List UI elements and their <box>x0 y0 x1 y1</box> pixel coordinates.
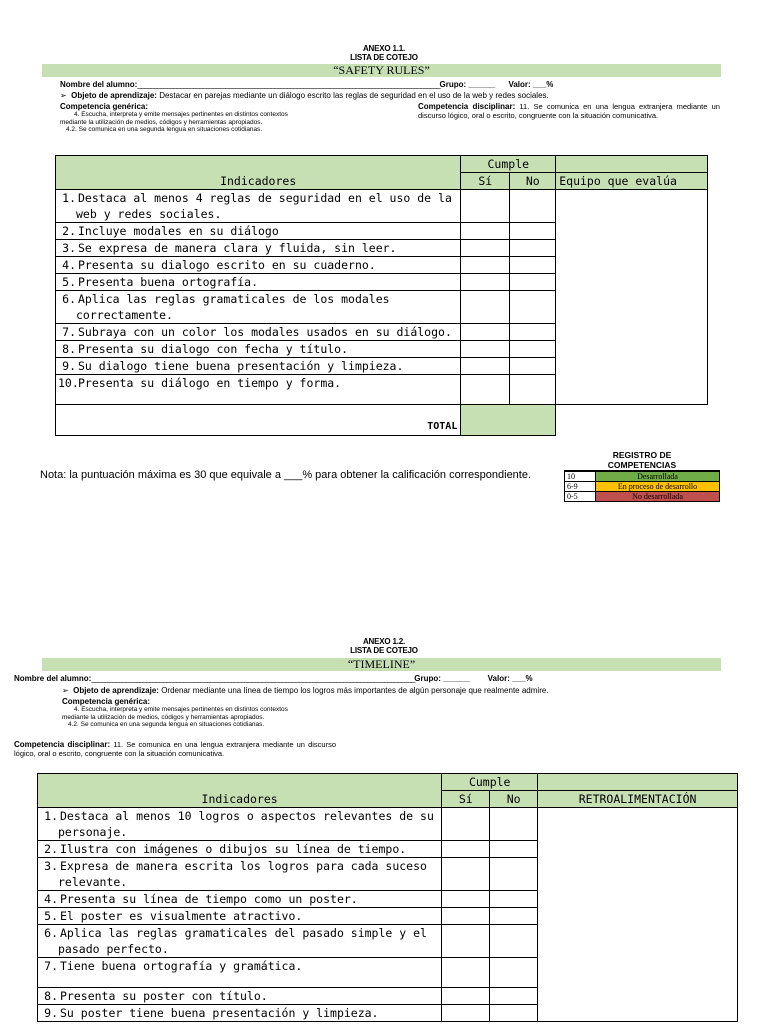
no-cell[interactable] <box>510 257 556 274</box>
indicador-number: 3. <box>44 859 58 873</box>
indicador-cell <box>56 324 461 341</box>
indicador-number: 6. <box>44 926 58 940</box>
objeto-row-1 <box>60 91 760 100</box>
indicador-number: 7. <box>62 325 76 339</box>
registro-label: En proceso de desarrollo <box>596 482 720 492</box>
lista-de-cotejo-1: LISTA DE COTEJO <box>350 53 418 62</box>
indicador-cell <box>56 358 461 375</box>
indicador-number: 10. <box>58 376 79 390</box>
comp-dis-label: Competencia disciplinar: <box>14 740 111 749</box>
indicador-number: 9. <box>44 1006 58 1020</box>
title-safety-rules: “SAFETY RULES” <box>333 63 430 77</box>
indicador-text: Expresa de manera escrita los logros para cada suceso relevante. <box>58 859 427 889</box>
indicador-text: Aplica las reglas gramaticales de los modales correctamente. <box>76 292 390 322</box>
comp-gen-line-1: 4. Escucha, interpreta y emite mensajes pertinentes en distintos contextos <box>74 706 288 713</box>
indicador-text: Presenta su poster con título. <box>60 989 268 1003</box>
no-cell[interactable] <box>490 925 538 958</box>
no-cell[interactable] <box>490 841 538 858</box>
competencia-generica-2 <box>62 697 382 729</box>
no-cell[interactable] <box>510 190 556 223</box>
no-cell[interactable] <box>490 858 538 891</box>
arrow-bullet-icon: ➢ <box>62 686 69 695</box>
no-cell[interactable] <box>510 223 556 240</box>
si-cell[interactable] <box>461 375 510 405</box>
comp-dis-label: Competencia disciplinar: <box>418 102 516 111</box>
comp-gen-label: Competencia genérica: <box>62 697 151 706</box>
evaluation-cell[interactable] <box>556 190 708 405</box>
no-cell[interactable] <box>490 958 538 988</box>
indicador-number: 7. <box>44 959 58 973</box>
nombre-label: Nombre del alumno: <box>14 674 92 683</box>
si-cell[interactable] <box>442 891 490 908</box>
title-timeline: “TIMELINE” <box>347 657 416 671</box>
indicador-text: Subraya con un color los modales usados en su diálogo. <box>78 325 452 339</box>
header-si: Sí <box>461 173 510 190</box>
indicador-cell <box>38 858 442 891</box>
no-cell[interactable] <box>510 274 556 291</box>
si-cell[interactable] <box>442 841 490 858</box>
indicador-text: Presenta su dialogo con fecha y título. <box>78 342 349 356</box>
header-si: Sí <box>442 791 490 808</box>
registro-title-1: REGISTRO DE <box>612 450 672 460</box>
si-cell[interactable] <box>442 858 490 891</box>
registro-table <box>564 471 720 502</box>
registro-range: 10 <box>565 472 596 482</box>
header-no: No <box>490 791 538 808</box>
indicador-number: 8. <box>62 342 76 356</box>
si-cell[interactable] <box>461 240 510 257</box>
nombre-line[interactable]: _______________________________________________________________________________________________ <box>91 674 415 683</box>
no-cell[interactable] <box>490 808 538 841</box>
header-retro: RETROALIMENTACIÓN <box>538 791 738 808</box>
indicador-number: 2. <box>44 842 58 856</box>
checklist-table-1 <box>55 155 708 436</box>
indicador-number: 1. <box>62 191 76 205</box>
anexo-1-1: ANEXO 1.1. <box>362 44 406 53</box>
no-cell[interactable] <box>510 291 556 324</box>
header-empty <box>538 774 738 791</box>
no-cell[interactable] <box>510 375 556 405</box>
indicador-cell <box>56 190 461 223</box>
si-cell[interactable] <box>442 908 490 925</box>
indicador-text: Su dialogo tiene buena presentación y limpieza. <box>78 359 404 373</box>
header-indicadores: Indicadores <box>38 774 442 808</box>
objeto-text: Destacar en parejas mediante un diálogo escrito las reglas de seguridad en el uso de la web y redes sociales. <box>159 91 549 100</box>
indicador-text: Se expresa de manera clara y fluida, sin leer. <box>78 241 397 255</box>
indicador-number: 4. <box>44 892 58 906</box>
table-row <box>56 190 708 223</box>
indicador-cell <box>38 988 442 1005</box>
indicador-text: Destaca al menos 10 logros o aspectos relevantes de su personaje. <box>58 809 434 839</box>
si-cell[interactable] <box>442 958 490 988</box>
comp-gen-line-1: 4. Escucha, interpreta y emite mensajes pertinentes en distintos contextos <box>74 111 288 118</box>
competencia-disciplinar-1 <box>418 102 720 120</box>
comp-gen-line-2: mediante la utilización de medios, códigos y herramientas apropiados. <box>62 713 265 721</box>
indicador-text: Presenta su diálogo en tiempo y forma. <box>78 376 342 390</box>
comp-gen-line-2: mediante la utilización de medios, códigos y herramientas apropiados. <box>60 118 263 126</box>
indicador-cell <box>56 291 461 324</box>
nota-text: Nota: la puntuación máxima es 30 que equivale a ___% para obtener la calificación correspondiente. <box>40 469 532 481</box>
registro-range: 6-9 <box>565 482 596 492</box>
competencia-disciplinar-2 <box>14 740 336 758</box>
objeto-row-2 <box>62 686 762 695</box>
registro-label: No desarrollada <box>596 492 720 502</box>
no-cell[interactable] <box>510 240 556 257</box>
objeto-text: Ordenar mediante una línea de tiempo los logros más importantes de algún personaje que realmente admire. <box>161 686 549 695</box>
indicador-number: 2. <box>62 224 76 238</box>
indicador-cell <box>38 908 442 925</box>
no-cell[interactable] <box>490 891 538 908</box>
indicador-number: 8. <box>44 989 58 1003</box>
comp-gen-label: Competencia genérica: <box>60 102 149 111</box>
no-cell[interactable] <box>490 1005 538 1022</box>
objeto-label: Objeto de aprendizaje: <box>73 686 159 695</box>
indicador-text: Aplica las reglas gramaticales del pasado simple y el pasado perfecto. <box>58 926 427 956</box>
indicador-text: Presenta buena ortografía. <box>78 275 259 289</box>
header-empty <box>556 156 708 173</box>
registro-title-2: COMPETENCIAS <box>564 460 720 471</box>
indicador-cell <box>56 257 461 274</box>
indicador-number: 9. <box>62 359 76 373</box>
si-cell[interactable] <box>461 324 510 341</box>
title-bar-2 <box>42 658 721 671</box>
competencia-generica-1 <box>60 102 400 134</box>
si-cell[interactable] <box>461 274 510 291</box>
arrow-bullet-icon: ➢ <box>60 91 67 100</box>
indicador-cell <box>38 891 442 908</box>
indicador-number: 5. <box>62 275 76 289</box>
indicador-cell <box>38 841 442 858</box>
registro-label: Desarrollada <box>596 472 720 482</box>
anexo-1-2: ANEXO 1.2. <box>362 637 406 646</box>
indicador-cell <box>56 375 461 405</box>
no-cell[interactable] <box>490 908 538 925</box>
no-cell[interactable] <box>490 988 538 1005</box>
valor-field[interactable]: Valor: ___% <box>487 674 533 683</box>
evaluation-cell[interactable] <box>538 808 738 1022</box>
registro-range: 0-5 <box>565 492 596 502</box>
si-cell[interactable] <box>461 358 510 375</box>
indicador-cell <box>38 958 442 988</box>
indicador-text: Incluye modales en su diálogo <box>78 224 279 238</box>
indicador-text: Tiene buena ortografía y gramática. <box>60 959 303 973</box>
total-label: TOTAL <box>56 405 461 436</box>
indicador-cell <box>56 274 461 291</box>
indicador-text: Destaca al menos 4 reglas de seguridad en el uso de la web y redes sociales. <box>76 191 452 221</box>
si-cell[interactable] <box>461 341 510 358</box>
indicador-cell <box>56 341 461 358</box>
checklist-table-2 <box>37 773 738 1022</box>
indicador-cell <box>56 240 461 257</box>
nombre-row-2 <box>14 674 754 683</box>
indicador-cell <box>38 1005 442 1022</box>
table-row <box>38 808 738 841</box>
registro-competencias <box>564 450 720 502</box>
indicador-cell <box>56 223 461 240</box>
grupo-field[interactable]: Grupo: ______ <box>414 674 470 683</box>
total-cell[interactable] <box>461 405 556 436</box>
nombre-row-1 <box>60 80 760 89</box>
indicador-number: 3. <box>62 241 76 255</box>
indicador-text: Presenta su dialogo escrito en su cuaderno. <box>78 258 376 272</box>
registro-row <box>565 472 720 482</box>
indicador-text: Su poster tiene buena presentación y limpieza. <box>60 1006 379 1020</box>
header-equipo: Equipo que evalúa <box>556 173 708 190</box>
si-cell[interactable] <box>442 808 490 841</box>
indicador-text: El poster es visualmente atractivo. <box>60 909 303 923</box>
si-cell[interactable] <box>461 291 510 324</box>
header-cumple: Cumple <box>461 156 556 173</box>
registro-row <box>565 492 720 502</box>
indicador-number: 1. <box>44 809 58 823</box>
si-cell[interactable] <box>442 988 490 1005</box>
indicador-number: 4. <box>62 258 76 272</box>
comp-gen-line-3: 4.2. Se comunica en una segunda lengua en situaciones cotidianas. <box>68 721 265 728</box>
title-bar-1 <box>42 64 721 77</box>
indicador-number: 5. <box>44 909 58 923</box>
header-indicadores: Indicadores <box>56 156 461 190</box>
si-cell[interactable] <box>442 925 490 958</box>
valor-field[interactable]: Valor: ___% <box>508 80 554 89</box>
no-cell[interactable] <box>510 358 556 375</box>
comp-dis-text: 11. Se comunica en una lengua extranjera mediante un discurso lógico, oral o escrito, congruente con la situación comunicativa. <box>14 740 336 758</box>
indicador-cell <box>38 808 442 841</box>
header-no: No <box>510 173 556 190</box>
si-cell[interactable] <box>461 223 510 240</box>
indicador-text: Presenta su línea de tiempo como un poster. <box>60 892 358 906</box>
indicador-cell <box>38 925 442 958</box>
lista-de-cotejo-2: LISTA DE COTEJO <box>350 646 418 655</box>
si-cell[interactable] <box>461 190 510 223</box>
nombre-label: Nombre del alumno: <box>60 80 138 89</box>
si-cell[interactable] <box>461 257 510 274</box>
objeto-label: Objeto de aprendizaje: <box>71 91 157 100</box>
grupo-field[interactable]: Grupo: ______ <box>439 80 496 89</box>
header-cumple: Cumple <box>442 774 538 791</box>
no-cell[interactable] <box>510 324 556 341</box>
no-cell[interactable] <box>510 341 556 358</box>
indicador-number: 6. <box>62 292 76 306</box>
registro-row <box>565 482 720 492</box>
comp-dis-text: 11. Se comunica en una lengua extranjera mediante un discurso lógico, oral o escrito, congruente con la situación comunicativa. <box>418 102 720 120</box>
comp-gen-line-3: 4.2. Se comunica en una segunda lengua en situaciones cotidianas. <box>66 126 263 133</box>
si-cell[interactable] <box>442 1005 490 1022</box>
nombre-line[interactable]: _____________________________________________________________________________________________ <box>137 80 440 89</box>
indicador-text: Ilustra con imágenes o dibujos su línea de tiempo. <box>60 842 407 856</box>
